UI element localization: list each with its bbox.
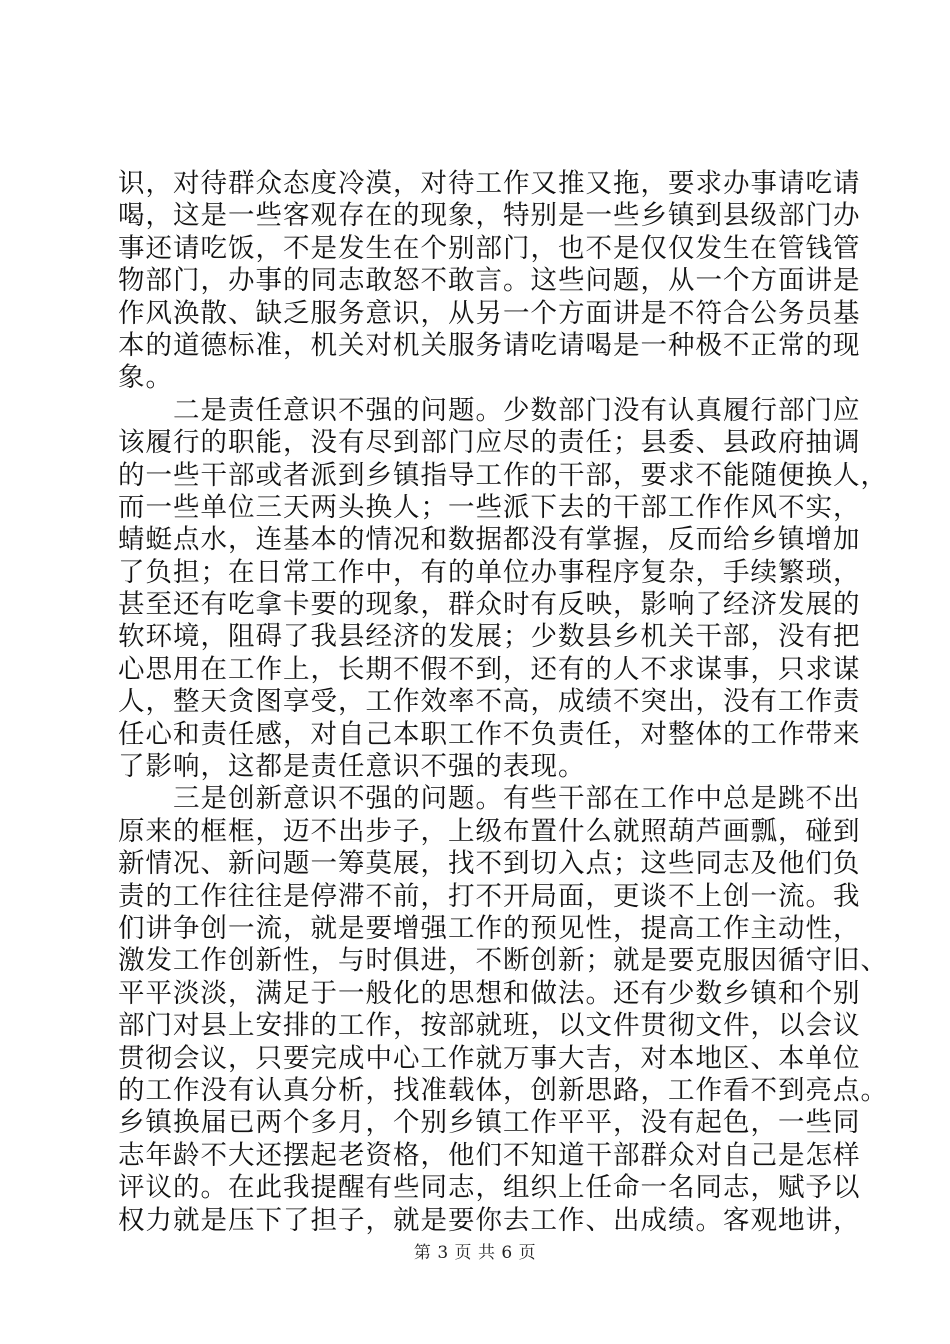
text-line: 的一些干部或者派到乡镇指导工作的干部，要求不能随便换人， — [118, 459, 888, 491]
text-line: 心思用在工作上，长期不假不到，还有的人不求谋事，只求谋 — [118, 653, 861, 685]
text-line: 而一些单位三天两头换人；一些派下去的干部工作作风不实， — [118, 491, 861, 523]
page-footer: 第 3 页 共 6 页 — [413, 1243, 537, 1263]
paragraph-start-line: 二是责任意识不强的问题。少数部门没有认真履行部门应 — [173, 394, 861, 426]
text-line: 该履行的职能，没有尽到部门应尽的责任；县委、县政府抽调 — [118, 427, 861, 459]
text-line: 事还请吃饭，不是发生在个别部门，也不是仅仅发生在管钱管 — [118, 232, 861, 264]
text-line: 喝，这是一些客观存在的现象，特别是一些乡镇到县级部门办 — [118, 200, 861, 232]
text-line: 志年龄不大还摆起老资格，他们不知道干部群众对自己是怎样 — [118, 1139, 861, 1171]
text-line: 了负担；在日常工作中，有的单位办事程序复杂，手续繁琐， — [118, 556, 861, 588]
text-line: 们讲争创一流，就是要增强工作的预见性，提高工作主动性， — [118, 912, 861, 944]
text-line: 象。 — [118, 362, 173, 394]
text-line: 贯彻会议，只要完成中心工作就万事大吉，对本地区、本单位 — [118, 1042, 861, 1074]
text-line: 作风涣散、缺乏服务意识，从另一个方面讲是不符合公务员基 — [118, 297, 861, 329]
text-line: 本的道德标准，机关对机关服务请吃请喝是一种极不正常的现 — [118, 329, 861, 361]
text-line: 软环境，阻碍了我县经济的发展；少数县乡机关干部，没有把 — [118, 621, 861, 653]
text-line: 乡镇换届已两个多月，个别乡镇工作平平，没有起色，一些同 — [118, 1107, 861, 1139]
paragraph-start-line: 三是创新意识不强的问题。有些干部在工作中总是跳不出 — [173, 783, 861, 815]
text-line: 原来的框框，迈不出步子，上级布置什么就照葫芦画瓢，碰到 — [118, 815, 861, 847]
text-line: 激发工作创新性，与时俱进，不断创新；就是要克服因循守旧、 — [118, 945, 888, 977]
text-line: 人，整天贪图享受，工作效率不高，成绩不突出，没有工作责 — [118, 686, 861, 718]
text-line: 新情况、新问题一筹莫展，找不到切入点；这些同志及他们负 — [118, 848, 861, 880]
document-body — [118, 168, 888, 1237]
text-line: 物部门，办事的同志敢怒不敢言。这些问题，从一个方面讲是 — [118, 265, 861, 297]
text-line: 识，对待群众态度冷漠，对待工作又推又拖，要求办事请吃请 — [118, 168, 861, 199]
text-line: 责的工作往往是停滞不前，打不开局面，更谈不上创一流。我 — [118, 880, 861, 912]
text-line: 蜻蜓点水，连基本的情况和数据都没有掌握，反而给乡镇增加 — [118, 524, 861, 556]
text-line: 平平淡淡，满足于一般化的思想和做法。还有少数乡镇和个别 — [118, 977, 861, 1009]
text-line: 评议的。在此我提醒有些同志，组织上任命一名同志，赋予以 — [118, 1172, 861, 1204]
text-line: 甚至还有吃拿卡要的现象，群众时有反映，影响了经济发展的 — [118, 589, 861, 621]
text-line: 任心和责任感，对自己本职工作不负责任，对整体的工作带来 — [118, 718, 861, 750]
text-line: 了影响，这都是责任意识不强的表现。 — [118, 751, 586, 783]
text-line: 权力就是压下了担子，就是要你去工作、出成绩。客观地讲， — [118, 1204, 861, 1236]
text-line: 的工作没有认真分析，找准载体，创新思路，工作看不到亮点。 — [118, 1074, 888, 1106]
text-line: 部门对县上安排的工作，按部就班，以文件贯彻文件，以会议 — [118, 1010, 861, 1042]
